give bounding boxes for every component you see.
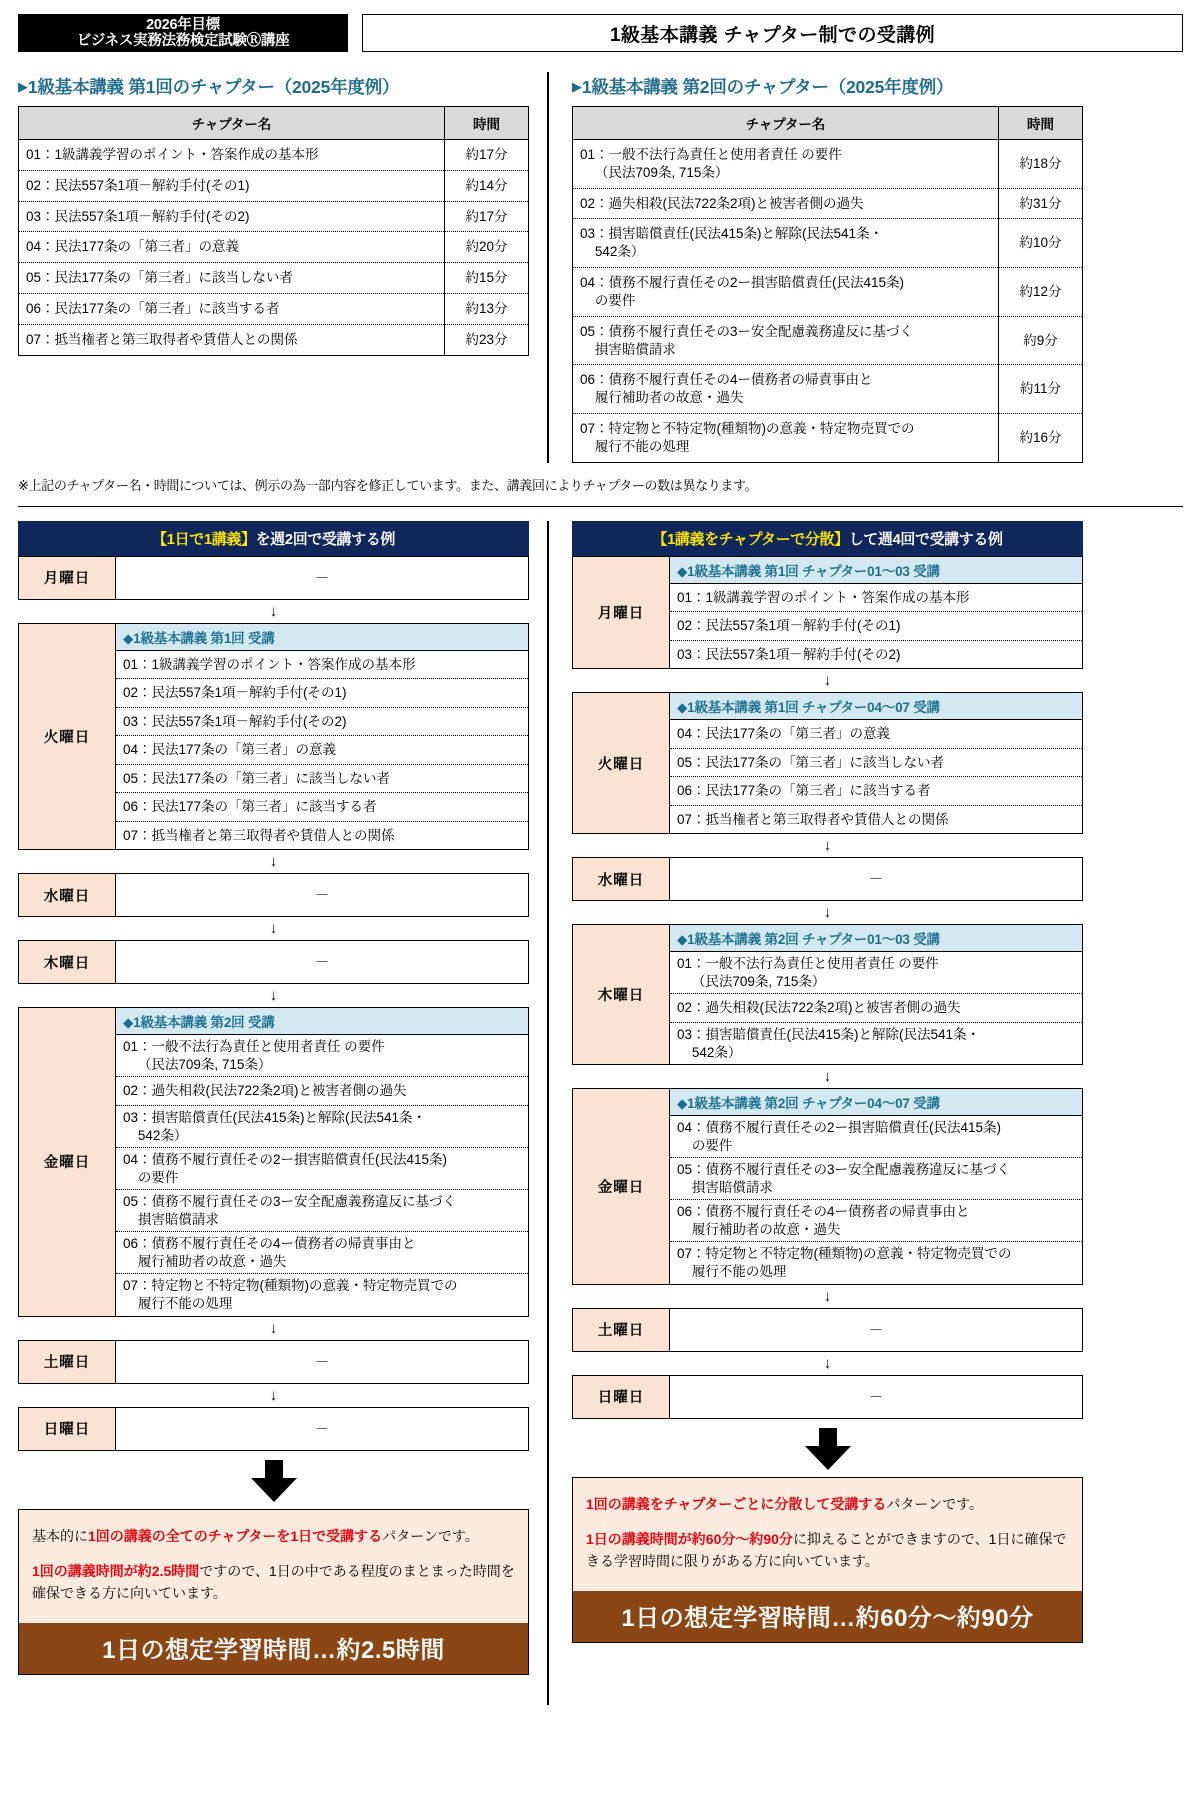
arrow-down-icon: ↓: [823, 904, 832, 922]
table-row: [573, 268, 1083, 317]
chapter-name-cell: [573, 268, 999, 317]
plan-right-summary-p1: [586, 1494, 1069, 1516]
day-label: 金曜日: [19, 1008, 116, 1315]
chapter-item: [670, 1200, 1082, 1242]
chapter-item-line1: 01：1級講義学習のポイント・答案作成の基本形: [123, 656, 416, 672]
summary-text-highlight: 1回の講義時間が約2.5時間: [32, 1563, 200, 1580]
down-arrow-icon: [572, 1419, 1083, 1477]
table-row: [573, 140, 1083, 189]
arrow-down-icon: ↓: [269, 1319, 278, 1337]
chapter-item: [116, 822, 528, 850]
day-content: [116, 557, 528, 599]
day-content: [116, 941, 528, 983]
chapter-table-left-heading: [18, 74, 529, 99]
chapter-time-cell: 約20分: [445, 232, 529, 263]
chapter-name-cell: [19, 201, 445, 232]
chapter-item: [116, 793, 528, 822]
chapter-time-cell: 約14分: [445, 170, 529, 201]
chapter-item-line1: 03：民法557条1項－解約手付(その2): [123, 713, 347, 729]
chapter-name-cell: [573, 140, 999, 189]
lecture-sub-header: ◆1級基本講義 第2回 チャプター04～07 受講: [670, 1089, 1082, 1116]
chapter-item-line1: 07：特定物と不特定物(種類物)の意義・特定物売買での: [123, 1278, 458, 1294]
chapter-name-line1: 06：民法177条の「第三者」に該当する者: [26, 301, 280, 317]
day-label: 火曜日: [573, 693, 670, 833]
summary-text-highlight: 1日の講義時間が約60分～約90分: [586, 1531, 793, 1548]
arrow-down-icon: ↓: [823, 837, 832, 855]
column-divider: [547, 72, 549, 463]
lecture-sub-header: ◆1級基本講義 第1回 受講: [116, 624, 528, 651]
chapter-name-cell: [19, 294, 445, 325]
chapter-item: [116, 736, 528, 765]
chapter-name-cell: [19, 232, 445, 263]
day-row: [572, 556, 1083, 670]
no-lecture-dash: －: [869, 1321, 883, 1338]
plan-left-summary-p2: [32, 1561, 515, 1604]
chapter-item: [116, 1077, 528, 1106]
chapter-item-line2: 損害賠償請求: [691, 1179, 773, 1195]
chapter-item: [116, 1274, 528, 1315]
day-row: [572, 1308, 1083, 1352]
section-divider: [18, 506, 1183, 507]
chapter-name-cell: [573, 188, 999, 219]
chapter-tables-section: [18, 74, 1183, 463]
chapter-table-right-body: [573, 140, 1083, 463]
no-lecture-dash: －: [869, 1388, 883, 1405]
chapter-item: [116, 708, 528, 737]
chapter-item-line1: 05：民法177条の「第三者」に該当しない者: [677, 754, 945, 770]
chapter-time-cell: 約9分: [999, 316, 1083, 365]
chapter-item-line1: 01：一般不法行為責任と使用者責任 の要件: [123, 1039, 385, 1055]
chapter-name-line1: 03：損害賠償責任(民法415条)と解除(民法541条・: [580, 226, 884, 242]
chapter-name-line1: 07：特定物と不特定物(種類物)の意義・特定物売買での: [580, 420, 915, 436]
day-label: 土曜日: [19, 1341, 116, 1383]
chapter-item-line2: 542条）: [691, 1044, 742, 1060]
plan-left-summary: [18, 1509, 529, 1675]
chapter-item-line2: 542条）: [137, 1127, 188, 1143]
table-row: [19, 263, 529, 294]
badge-course-label: ビジネス実務法務検定試験Ⓡ講座: [76, 33, 290, 49]
chapter-item-line1: 04：債務不履行責任その2ー損害賠償責任(民法415条): [123, 1152, 448, 1168]
chapter-item-line1: 03：損害賠償責任(民法415条)と解除(民法541条・: [123, 1110, 427, 1126]
chapter-item-line1: 02：民法557条1項－解約手付(その1): [677, 618, 901, 634]
chapter-name-line2: 履行補助者の故意・過失: [594, 390, 744, 406]
arrow-down-icon: ↓: [269, 920, 278, 938]
day-label: 月曜日: [573, 557, 670, 669]
day-content: [670, 1376, 1082, 1418]
day-content: [116, 874, 528, 916]
chapter-item-line1: 01：1級講義学習のポイント・答案作成の基本形: [677, 589, 970, 605]
summary-text-b: に抑えることができますので、1日に確保できる学習時間に限りがある方に向いています。: [586, 1531, 1067, 1569]
plans-section: [18, 521, 1183, 1675]
chapter-item: [116, 765, 528, 794]
no-lecture-dash: －: [315, 954, 329, 971]
chapter-item: [116, 1106, 528, 1148]
chapter-item-line1: 07：特定物と不特定物(種類物)の意義・特定物売買での: [677, 1246, 1012, 1262]
chapter-item-line1: 05：民法177条の「第三者」に該当しない者: [123, 770, 391, 786]
chapter-item: [670, 612, 1082, 641]
plan-right-title-highlight: 【1講義をチャプターで分散】: [652, 530, 849, 548]
chapter-name-line2: 履行不能の処理: [594, 438, 690, 454]
chapter-item: [670, 1242, 1082, 1283]
chapter-item: [116, 651, 528, 680]
day-label: 日曜日: [19, 1408, 116, 1450]
day-label: 木曜日: [573, 925, 670, 1064]
chapter-item: [116, 1148, 528, 1190]
arrow-down-icon: ↓: [823, 1287, 832, 1305]
chapter-item: [670, 952, 1082, 994]
day-row: [18, 1007, 529, 1316]
table-row: [573, 219, 1083, 268]
chapter-time-cell: 約16分: [999, 413, 1083, 462]
day-row: [572, 1088, 1083, 1284]
day-content: [670, 693, 1082, 833]
chapter-item: [116, 679, 528, 708]
chapter-name-line1: 03：民法557条1項－解約手付(その2): [26, 208, 250, 224]
arrow-down-icon: ↓: [269, 987, 278, 1005]
chapter-time-cell: 約23分: [445, 324, 529, 355]
day-row: [572, 1375, 1083, 1419]
down-arrow-icon: [18, 1451, 529, 1509]
plan-left-summary-p1: [32, 1526, 515, 1548]
day-label: 水曜日: [573, 858, 670, 900]
plan-left-column: [18, 521, 529, 1675]
summary-text-b: パターンです。: [382, 1527, 479, 1544]
chapter-table-left-body: [19, 140, 529, 356]
plan-right-column: [572, 521, 1083, 1675]
page-root: [0, 14, 1201, 1809]
arrow-down-icon: ↓: [269, 853, 278, 871]
chapter-table-right: [572, 106, 1083, 463]
column-header-time: 時間: [999, 107, 1083, 140]
chapter-item: [670, 1158, 1082, 1200]
day-content: [670, 1309, 1082, 1351]
table-row: [19, 232, 529, 263]
day-label: 土曜日: [573, 1309, 670, 1351]
chapter-item-line1: 05：債務不履行責任その3ー安全配慮義務違反に基づく: [677, 1162, 1011, 1178]
day-label: 金曜日: [573, 1089, 670, 1283]
table-row: [573, 188, 1083, 219]
chapter-time-cell: 約13分: [445, 294, 529, 325]
chapter-name-line2: 損害賠償請求: [594, 341, 676, 357]
chapter-item-line1: 06：民法177条の「第三者」に該当する者: [677, 783, 931, 799]
chapter-item-line2: （民法709条, 715条）: [691, 973, 826, 989]
chapter-time-cell: 約10分: [999, 219, 1083, 268]
chapter-time-cell: 約31分: [999, 188, 1083, 219]
day-content: [670, 557, 1082, 669]
chapter-item-line1: 03：民法557条1項－解約手付(その2): [677, 646, 901, 662]
day-label: 日曜日: [573, 1376, 670, 1418]
chapter-name-cell: [573, 316, 999, 365]
triangle-icon: ▶: [572, 79, 582, 94]
chapter-name-cell: [573, 219, 999, 268]
day-row: [18, 623, 529, 851]
chapter-name-cell: [19, 324, 445, 355]
chapter-item-line2: 損害賠償請求: [137, 1211, 219, 1227]
chapter-table-right-heading-text: 1級基本講義 第2回のチャプター（2025年度例）: [581, 77, 954, 97]
column-header-chapter-name: チャプター名: [19, 107, 445, 140]
column-header-chapter-name: チャプター名: [573, 107, 999, 140]
chapter-name-line2: （民法709条, 715条）: [594, 164, 729, 180]
chapter-item-line1: 03：損害賠償責任(民法415条)と解除(民法541条・: [677, 1027, 981, 1043]
chapter-item: [116, 1190, 528, 1232]
plan-left-title: [18, 521, 529, 556]
chapter-name-cell: [19, 140, 445, 171]
table-header-row: [573, 107, 1083, 140]
day-content: [116, 1008, 528, 1315]
chapter-item-line2: 履行補助者の故意・過失: [691, 1221, 841, 1237]
lecture-sub-header: ◆1級基本講義 第2回 受講: [116, 1008, 528, 1035]
chapter-name-line1: 01：一般不法行為責任と使用者責任 の要件: [580, 147, 842, 162]
no-lecture-dash: －: [315, 1353, 329, 1370]
plan-left-title-rest: を週2回で受講する例: [255, 530, 395, 548]
table-row: [19, 294, 529, 325]
chapter-time-cell: 約17分: [445, 201, 529, 232]
summary-text-b: ですので、1日の中である程度のまとまった時間を確保できる方に向いています。: [32, 1563, 515, 1601]
chapter-item: [670, 720, 1082, 749]
chapter-item-line2: 履行不能の処理: [691, 1263, 787, 1279]
day-label: 火曜日: [19, 624, 116, 850]
chapter-item-line1: 01：一般不法行為責任と使用者責任 の要件: [677, 956, 939, 972]
day-label: 月曜日: [19, 557, 116, 599]
no-lecture-dash: －: [315, 569, 329, 586]
day-content: [670, 925, 1082, 1064]
chapter-table-right-column: [572, 74, 1083, 463]
table-row: [573, 413, 1083, 462]
day-content: [116, 1408, 528, 1450]
chapter-item-line1: 06：債務不履行責任その4ー債務者の帰責事由と: [123, 1236, 416, 1252]
chapter-name-line1: 02：民法557条1項－解約手付(その1): [26, 177, 250, 193]
chapter-time-cell: 約17分: [445, 140, 529, 171]
chapter-name-line2: の要件: [594, 292, 636, 308]
chapter-item: [670, 994, 1082, 1023]
day-row: [18, 873, 529, 917]
chapter-time-cell: 約18分: [999, 140, 1083, 189]
chapter-item: [116, 1035, 528, 1077]
chapter-item-line2: （民法709条, 715条）: [137, 1056, 272, 1072]
day-content: [670, 1089, 1082, 1283]
plans-column-divider: [547, 521, 549, 1705]
chapter-item-line1: 04：債務不履行責任その2ー損害賠償責任(民法415条): [677, 1120, 1002, 1136]
plan-right-study-time-bar: 1日の想定学習時間…約60分～約90分: [573, 1591, 1082, 1642]
plan-left-summary-text: [19, 1510, 528, 1623]
chapter-item-line1: 02：民法557条1項－解約手付(その1): [123, 685, 347, 701]
chapter-name-line1: 02：過失相殺(民法722条2項)と被害者側の過失: [580, 195, 864, 211]
arrow-down-icon: ↓: [823, 1354, 832, 1372]
chapter-item: [116, 1232, 528, 1274]
chapter-item-line1: 02：過失相殺(民法722条2項)と被害者側の過失: [677, 1000, 961, 1016]
chapter-name-line1: 01：1級講義学習のポイント・答案作成の基本形: [26, 147, 319, 162]
plan-right-schedule: [572, 556, 1083, 1419]
lecture-sub-header: ◆1級基本講義 第2回 チャプター01～03 受講: [670, 925, 1082, 952]
plan-right-title: [572, 521, 1083, 556]
chapter-item-line1: 06：債務不履行責任その4ー債務者の帰責事由と: [677, 1204, 970, 1220]
chapter-name-line1: 05：民法177条の「第三者」に該当しない者: [26, 270, 294, 286]
chapter-item: [670, 749, 1082, 778]
plan-left-title-highlight: 【1日で1講義】: [152, 530, 256, 548]
table-header-row: [19, 107, 529, 140]
chapter-name-cell: [573, 365, 999, 414]
arrow-down-icon: ↓: [269, 602, 278, 620]
table-row: [19, 201, 529, 232]
chapter-item: [670, 806, 1082, 834]
plan-right-title-rest: して週4回で受講する例: [848, 530, 1003, 548]
arrow-down-icon: ↓: [823, 672, 832, 690]
day-row: [18, 1340, 529, 1384]
page-header: [18, 14, 1183, 52]
chapter-name-cell: [19, 263, 445, 294]
chapter-item-line1: 07：抵当権者と第三取得者や賃借人との関係: [123, 827, 395, 843]
chapter-table-right-heading: [572, 74, 1083, 99]
no-lecture-dash: －: [869, 871, 883, 888]
course-badge: [18, 14, 348, 52]
day-row: [18, 1407, 529, 1451]
arrow-down-icon: ↓: [823, 1068, 832, 1086]
day-row: [572, 692, 1083, 834]
chapter-table-left: [18, 106, 529, 356]
chapter-item-line2: 履行補助者の故意・過失: [137, 1253, 287, 1269]
chapter-item-line1: 02：過失相殺(民法722条2項)と被害者側の過失: [123, 1083, 407, 1099]
chapter-table-left-heading-text: 1級基本講義 第1回のチャプター（2025年度例）: [27, 77, 400, 97]
plan-right-summary-text: [573, 1478, 1082, 1591]
table-row: [573, 316, 1083, 365]
page-title: 1級基本講義 チャプター制での受講例: [362, 14, 1183, 52]
chapter-item: [670, 1116, 1082, 1158]
column-header-time: 時間: [445, 107, 529, 140]
chapter-name-line1: 06：債務不履行責任その4ー債務者の帰責事由と: [580, 372, 873, 388]
chapter-item: [670, 777, 1082, 806]
no-lecture-dash: －: [315, 1420, 329, 1437]
chapter-name-line1: 07：抵当権者と第三取得者や賃借人との関係: [26, 331, 298, 347]
day-content: [670, 858, 1082, 900]
day-label: 水曜日: [19, 874, 116, 916]
no-lecture-dash: －: [315, 887, 329, 904]
chapter-time-cell: 約15分: [445, 263, 529, 294]
badge-year-label: 2026年目標: [146, 16, 220, 33]
chapter-item: [670, 641, 1082, 669]
plan-right-summary: [572, 1477, 1083, 1643]
chapter-item-line2: の要件: [691, 1137, 733, 1153]
chapter-item-line2: 履行不能の処理: [137, 1295, 233, 1311]
plan-right-summary-p2: [586, 1529, 1069, 1572]
chapter-time-cell: 約11分: [999, 365, 1083, 414]
table-row: [573, 365, 1083, 414]
chapter-item-line2: の要件: [137, 1169, 179, 1185]
summary-text-highlight: 1回の講義の全てのチャプターを1日で受講する: [88, 1527, 383, 1544]
day-content: [116, 1341, 528, 1383]
chapter-item-line1: 05：債務不履行責任その3ー安全配慮義務違反に基づく: [123, 1194, 457, 1210]
day-content: [116, 624, 528, 850]
chapter-name-line2: 542条）: [594, 244, 645, 260]
table-row: [19, 324, 529, 355]
table-row: [19, 170, 529, 201]
chapter-name-line1: 04：民法177条の「第三者」の意義: [26, 239, 240, 255]
summary-text-a: 基本的に: [32, 1527, 88, 1544]
chapter-item: [670, 1023, 1082, 1064]
chapter-time-cell: 約12分: [999, 268, 1083, 317]
day-row: [572, 857, 1083, 901]
day-row: [18, 556, 529, 600]
day-row: [18, 940, 529, 984]
summary-text-b: パターンです。: [886, 1495, 983, 1512]
chapter-name-line1: 05：債務不履行責任その3ー安全配慮義務違反に基づく: [580, 323, 914, 339]
lecture-sub-header: ◆1級基本講義 第1回 チャプター01～03 受講: [670, 557, 1082, 584]
day-row: [572, 924, 1083, 1065]
plan-left-study-time-bar: 1日の想定学習時間…約2.5時間: [19, 1623, 528, 1674]
chapter-name-cell: [19, 170, 445, 201]
summary-text-highlight: 1回の講義をチャプターごとに分散して受講する: [586, 1495, 887, 1512]
chapter-item-line1: 04：民法177条の「第三者」の意義: [123, 742, 337, 758]
chapter-name-line1: 04：債務不履行責任その2ー損害賠償責任(民法415条): [580, 275, 905, 291]
plan-left-schedule: [18, 556, 529, 1451]
chapter-item-line1: 04：民法177条の「第三者」の意義: [677, 726, 891, 742]
arrow-down-icon: ↓: [269, 1386, 278, 1404]
chapter-table-left-column: [18, 74, 529, 463]
day-label: 木曜日: [19, 941, 116, 983]
chapter-item-line1: 07：抵当権者と第三取得者や賃借人との関係: [677, 811, 949, 827]
lecture-sub-header: ◆1級基本講義 第1回 チャプター04～07 受講: [670, 693, 1082, 720]
table-row: [19, 140, 529, 171]
chapter-name-cell: [573, 413, 999, 462]
chapter-item-line1: 06：民法177条の「第三者」に該当する者: [123, 799, 377, 815]
tables-footnote: ※上記のチャプター名・時間については、例示の為一部内容を修正しています。また、講義回によりチャプターの数は異なります。: [18, 477, 758, 493]
chapter-item: [670, 584, 1082, 613]
triangle-icon: ▶: [18, 79, 28, 94]
